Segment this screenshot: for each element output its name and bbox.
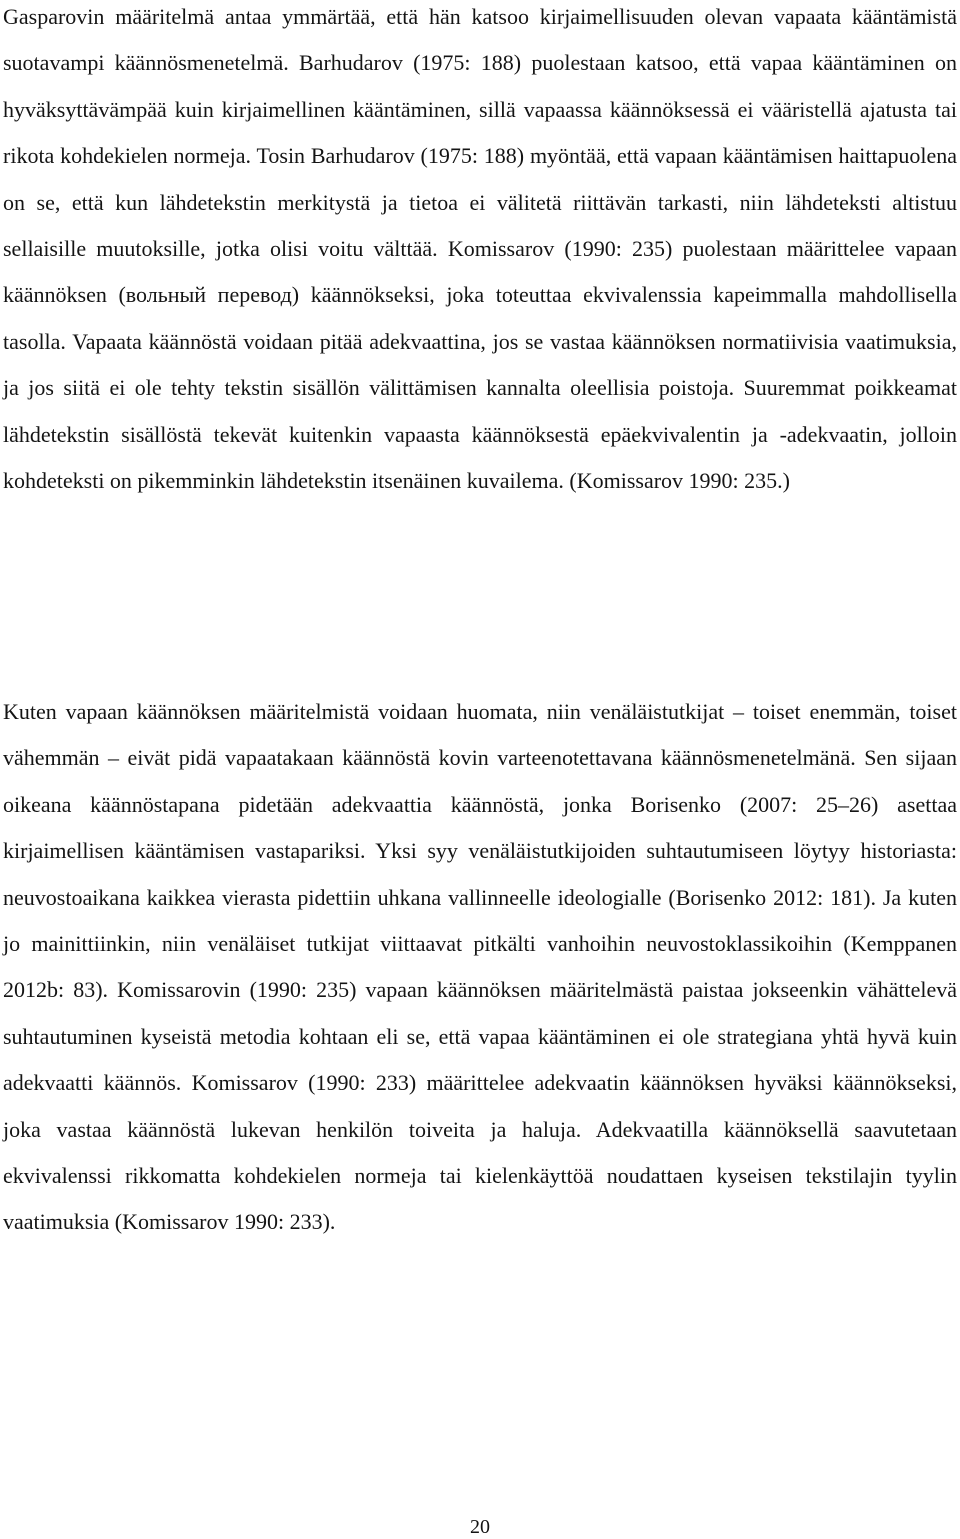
body-paragraph: Kuten vapaan käännöksen määritelmistä voidaan huomata, niin venäläistutkijat – toiset enemmän, toiset vähemmän – eivät pidä vapaatakaan käännöstä kovin varteenotettavana käännösmenetelmänä. Sen sijaan oikeana käännöstapana pidetään adekvaattia käännöstä, jonka Borisenko (2007: 25–26) asettaa kirjaimellisen kääntämisen vastapariksi. Yksi syy venäläistutkijoiden suhtautumiseen löytyy historiasta: neuvostoaikana kaikkea vierasta pidettiin uhkana vallinneelle ideologialle (Borisenko 2012: 181). Ja kuten jo mainittiinkin, niin venäläiset tutkijat viittaavat pitkälti vanhoihin neuvostoklassikoihin (Kemppanen 2012b: 83). Komissarovin (1990: 235) vapaan käännöksen määritelmästä paistaa jokseenkin vähättelevä suhtautuminen kyseistä metodia kohtaan eli se, että vapaa kääntäminen ei ole strategiana yhtä hyvä kuin adekvaatti käännös. Komissarov (1990: 233) määrittelee adekvaatin käännöksen hyväksi käännökseksi, joka vastaa käännöstä lukevan henkilön toiveita ja haluja. Adekvaatilla käännöksellä saavutetaan ekvivalenssi rikkomatta kohdekielen normeja tai kielenkäyttöä noudattaen kyseisen tekstilajin tyylin vaatimuksia (Komissarov 1990: 233). (3, 699, 957, 1235)
body-paragraph: Gasparovin määritelmä antaa ymmärtää, että hän katsoo kirjaimellisuuden olevan vapaata kääntämistä suotavampi käännösmenetelmä. Barhudarov (1975: 188) puolestaan katsoo, että vapaa kääntäminen on hyväksyttävämpää kuin kirjaimellinen kääntäminen, sillä vapaassa käännöksessä ei vääristellä ajatusta tai rikota kohdekielen normeja. Tosin Barhudarov (1975: 188) myöntää, että vapaan kääntämisen haittapuolena on se, että kun lähdetekstin merkitystä ja tietoa ei välitetä riittävän tarkasti, niin lähdeteksti altistuu sellaisille muutoksille, jotka olisi voitu välttää. Komissarov (1990: 235) puolestaan määrittelee vapaan käännöksen (вольный перевод) käännökseksi, joka toteuttaa ekvivalenssia kapeimmalla mahdollisella tasolla. Vapaata käännöstä voidaan pitää adekvaattina, jos se vastaa käännöksen normatiivisia vaatimuksia, ja jos siitä ei ole tehty tekstin sisällön välittämisen kannalta oleellisia poistoja. Suuremmat poikkeamat lähdetekstin sisällöstä tekevät kuitenkin vapaasta käännöksestä epäekvivalentin ja -adekvaatin, jolloin kohdeteksti on pikemminkin lähdetekstin itsenäinen kuvailema. (Komissarov 1990: 235.) (3, 4, 957, 494)
page-number: 20 (470, 1516, 490, 1538)
